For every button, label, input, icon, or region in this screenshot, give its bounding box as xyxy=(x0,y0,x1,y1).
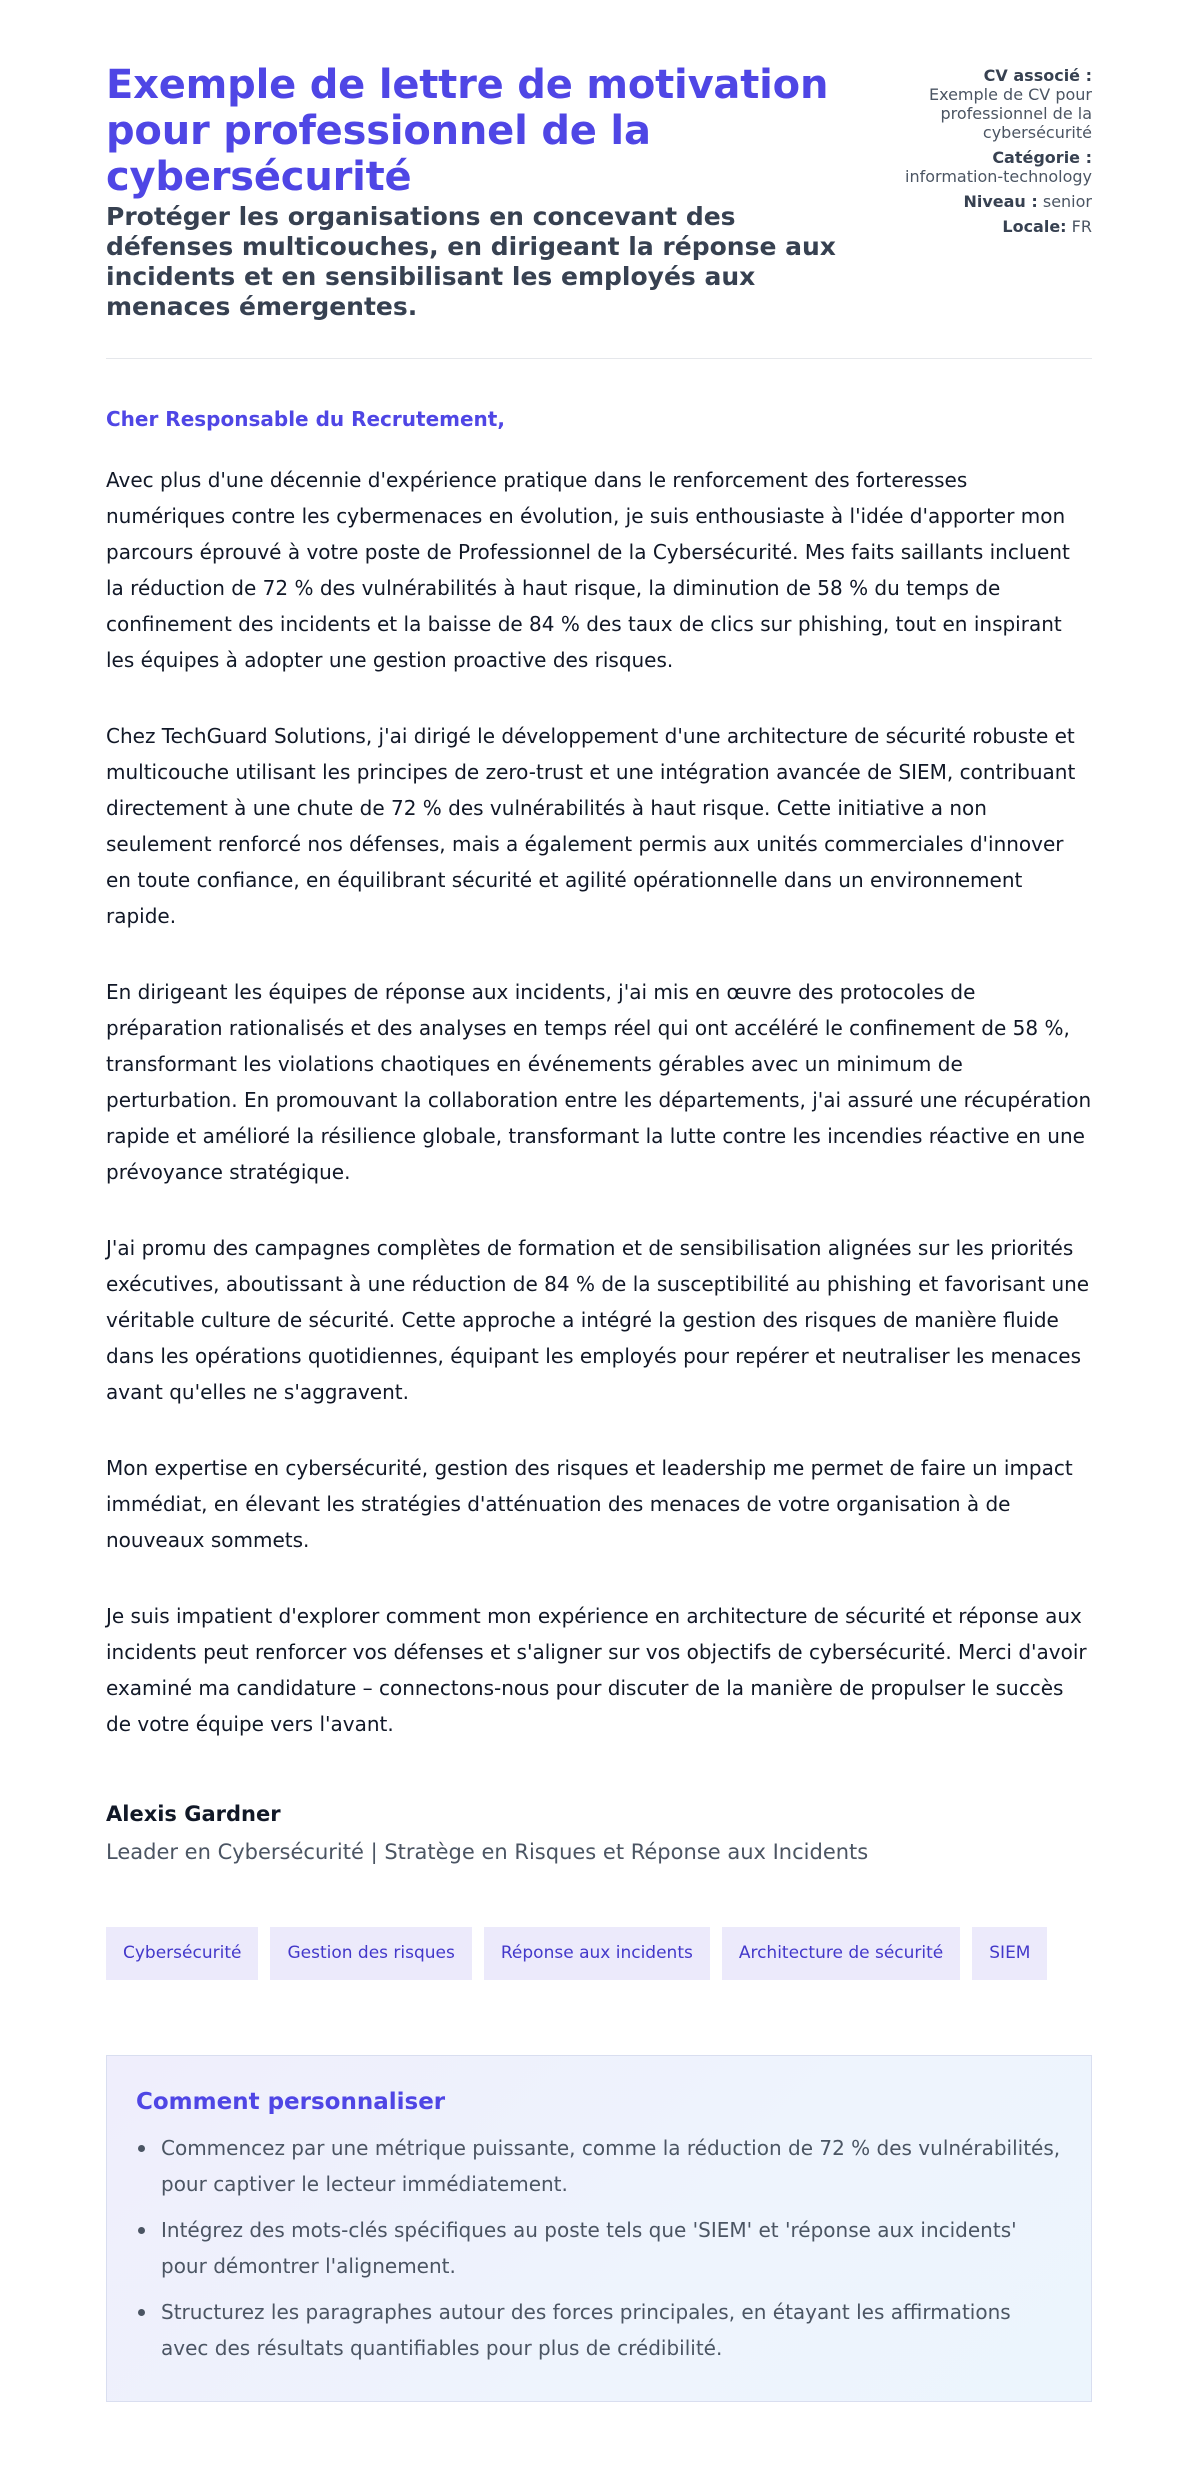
meta-related-cv-label: CV associé : xyxy=(983,66,1092,85)
tip-text: Intégrez des mots-clés spécifiques au poste tels que 'SIEM' et 'réponse aux incidents' pour démontrer l'alignement. xyxy=(161,2218,1017,2278)
cover-letter-page xyxy=(106,0,1092,2402)
meta-category-value: information-technology xyxy=(905,167,1092,186)
tip-text: Commencez par une métrique puissante, comme la réduction de 72 % des vulnérabilités, pour captiver le lecteur immédiatement. xyxy=(161,2136,1061,2196)
bullet-icon xyxy=(138,2227,145,2234)
signature-block xyxy=(106,1800,1092,1866)
tag-gestion-des-risques: Gestion des risques xyxy=(270,1927,471,1980)
meta-level xyxy=(892,192,1092,211)
bullet-icon xyxy=(138,2145,145,2152)
meta-category xyxy=(892,148,1092,186)
meta-category-label: Catégorie : xyxy=(992,148,1092,167)
letter-paragraph: Avec plus d'une décennie d'expérience pratique dans le renforcement des forteresses numériques contre les cybermenaces en évolution, je suis enthousiaste à l'idée d'apporter mon parcours éprouvé à votre poste de Professionnel de la Cybersécurité. Mes faits saillants incluent la réduction de 72 % des vulnérabilités à haut risque, la diminution de 58 % du temps de confinement des incidents et la baisse de 84 % des taux de clics sur phishing, tout en inspirant les équipes à adopter une gestion proactive des risques. xyxy=(106,468,1070,672)
meta-related-cv xyxy=(892,66,1092,142)
meta-locale xyxy=(892,217,1092,236)
tips-title: Comment personnaliser xyxy=(136,2089,446,2115)
tag-reponse-aux-incidents: Réponse aux incidents xyxy=(484,1927,710,1980)
salutation: Cher Responsable du Recrutement, xyxy=(106,407,505,431)
letter-paragraph: Mon expertise en cybersécurité, gestion des risques et leadership me permet de faire un impact immédiat, en élevant les stratégies d'atténuation des menaces de votre organisation à de nouveaux sommets. xyxy=(106,1456,1073,1552)
tip-text: Structurez les paragraphes autour des forces principales, en étayant les affirmations avec des résultats quantifiables pour plus de crédibilité. xyxy=(161,2300,1011,2360)
page-title: Exemple de lettre de motivation pour professionnel de la cybersécurité xyxy=(106,62,829,200)
tag-architecture-de-securite: Architecture de sécurité xyxy=(722,1927,960,1980)
tip-item xyxy=(136,2294,1061,2366)
tag-siem: SIEM xyxy=(972,1927,1047,1980)
letter-paragraph: En dirigeant les équipes de réponse aux incidents, j'ai mis en œuvre des protocoles de préparation rationalisés et des analyses en temps réel qui ont accéléré le confinement de 58 %, transformant les violations chaotiques en événements gérables avec un minimum de perturbation. En promouvant la collaboration entre les départements, j'ai assuré une récupération rapide et amélioré la résilience globale, transformant la lutte contre les incendies réactive en une prévoyance stratégique. xyxy=(106,980,1092,1184)
customization-tips-box xyxy=(106,2055,1092,2402)
metadata-panel xyxy=(892,62,1092,242)
page-header xyxy=(106,62,1092,359)
signer-name: Alexis Gardner xyxy=(106,1802,281,1826)
tag-cybersecurite: Cybersécurité xyxy=(106,1927,258,1980)
meta-locale-label: Locale: xyxy=(1002,217,1067,236)
tip-item xyxy=(136,2130,1061,2202)
signer-title: Leader en Cybersécurité | Stratège en Risques et Réponse aux Incidents xyxy=(106,1840,869,1864)
meta-related-cv-value: Exemple de CV pour professionnel de la cybersécurité xyxy=(929,85,1092,142)
page-subtitle: Protéger les organisations en concevant des défenses multicouches, en dirigeant la réponse aux incidents et en sensibilisant les employés aux menaces émergentes. xyxy=(106,202,836,321)
tip-item xyxy=(136,2212,1061,2284)
tips-list xyxy=(136,2130,1061,2366)
letter-paragraph: J'ai promu des campagnes complètes de formation et de sensibilisation alignées sur les priorités exécutives, aboutissant à une réduction de 84 % de la susceptibilité au phishing et favorisant une véritable culture de sécurité. Cette approche a intégré la gestion des risques de manière fluide dans les opérations quotidiennes, équipant les employés pour repérer et neutraliser les menaces avant qu'elles ne s'aggravent. xyxy=(106,1236,1090,1404)
keyword-tags xyxy=(106,1927,1092,1980)
letter-body xyxy=(106,359,1092,1742)
header-titles xyxy=(106,62,866,322)
bullet-icon xyxy=(138,2309,145,2316)
meta-locale-value: FR xyxy=(1071,217,1092,236)
letter-paragraph: Je suis impatient d'explorer comment mon expérience en architecture de sécurité et réponse aux incidents peut renforcer vos défenses et s'aligner sur vos objectifs de cybersécurité. Merci d'avoir examiné ma candidature – connectons-nous pour discuter de la manière de propulser le succès de votre équipe vers l'avant. xyxy=(106,1604,1087,1736)
meta-level-value: senior xyxy=(1042,192,1092,211)
meta-level-label: Niveau : xyxy=(963,192,1038,211)
letter-paragraph: Chez TechGuard Solutions, j'ai dirigé le développement d'une architecture de sécurité robuste et multicouche utilisant les principes de zero-trust et une intégration avancée de SIEM, contribuant directement à une chute de 72 % des vulnérabilités à haut risque. Cette initiative a non seulement renforcé nos défenses, mais a également permis aux unités commerciales d'innover en toute confiance, en équilibrant sécurité et agilité opérationnelle dans un environnement rapide. xyxy=(106,724,1076,928)
